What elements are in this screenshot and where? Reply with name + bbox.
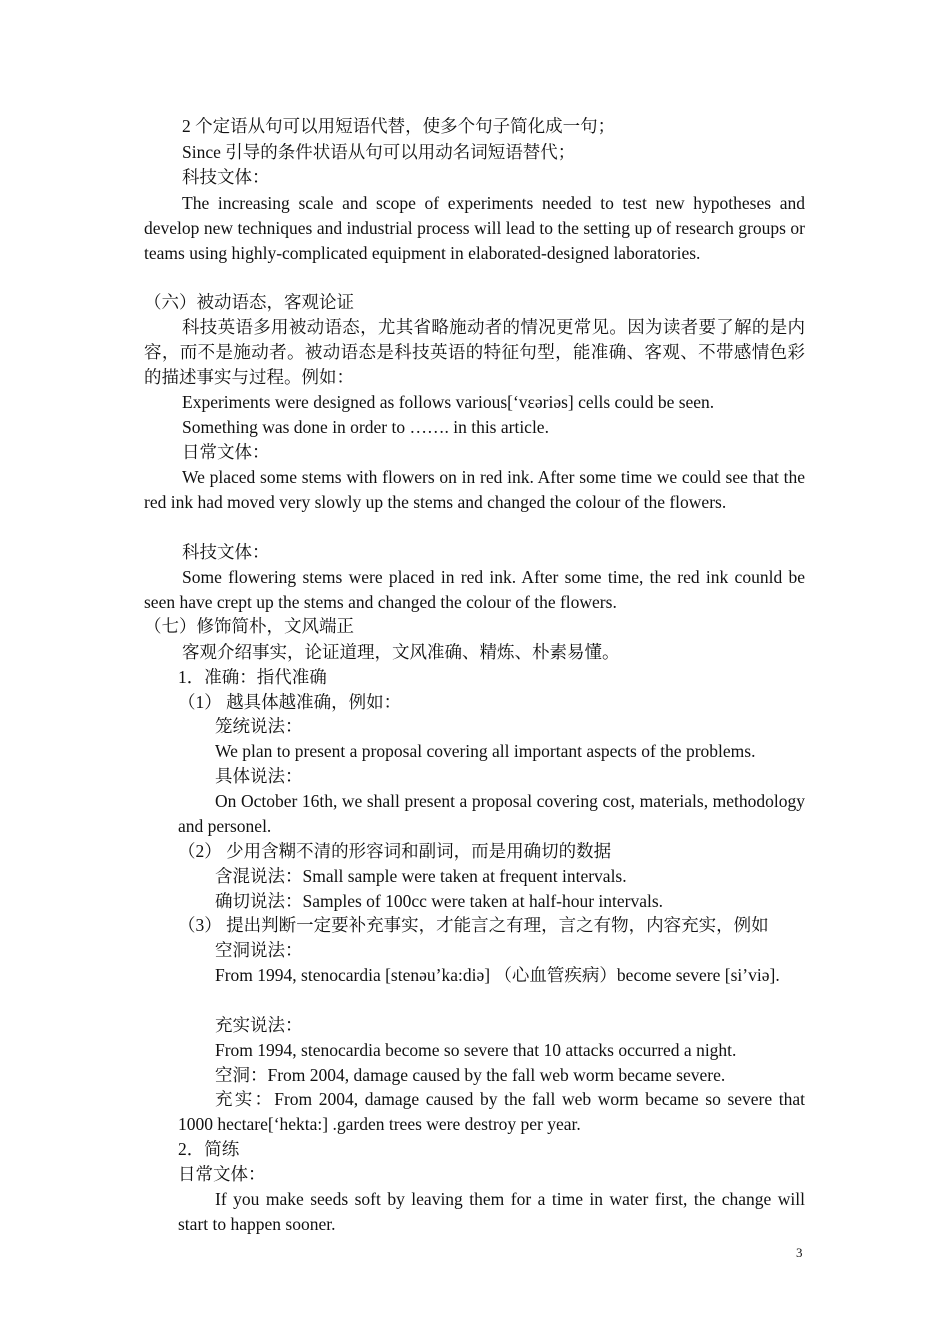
example-sentence: 空洞：From 2004, damage caused by the fall web worm became severe.: [215, 1065, 726, 1085]
example-paragraph: If you make seeds soft by leaving them for a time in water first, the change will start to happen sooner.: [178, 1189, 805, 1234]
text-line: 客观介绍事实，论证道理，文风准确、精炼、朴素易懂。: [182, 642, 620, 662]
example-sentence: From 1994, stenocardia become so severe that 10 attacks occurred a night.: [215, 1040, 737, 1060]
text-label: 充实说法：: [215, 1015, 303, 1035]
list-item: （3） 提出判断一定要补充事实，才能言之有理，言之有物，内容充实，例如: [178, 915, 769, 935]
example-paragraph: From 1994, stenocardia [stenəu’ka:diə] （心血管疾病）become severe [si’viə].: [215, 965, 780, 985]
example-paragraph: We placed some stems with flowers on in red ink. After some time we could see that the red ink had moved very slowly up the stems and changed the colour of the flowers.: [144, 467, 805, 512]
text-label: 科技文体：: [182, 167, 270, 187]
subsection-heading: 2．简练: [178, 1139, 240, 1159]
section-heading: （六）被动语态，客观论证: [144, 292, 354, 312]
text-label: 笼统说法：: [215, 716, 303, 736]
text-line: 2 个定语从句可以用短语代替，使多个句子简化成一句；: [182, 116, 616, 136]
example-sentence: Something was done in order to ……. in this article.: [182, 417, 549, 437]
section-heading: （七）修饰简朴，文风端正: [144, 616, 354, 636]
text-label: 科技文体：: [182, 542, 270, 562]
subsection-heading: 1．准确：指代准确: [178, 667, 327, 687]
text-label: 日常文体：: [182, 442, 270, 462]
body-paragraph: 科技英语多用被动语态，尤其省略施动者的情况更常见。因为读者要了解的是内容，而不是施动者。被动语态是科技英语的特征句型，能准确、客观、不带感情色彩的描述事实与过程。例如：: [144, 317, 805, 387]
text-label: 空洞说法：: [215, 940, 303, 960]
list-item: （1） 越具体越准确，例如：: [178, 692, 402, 712]
example-sentence: 确切说法：Samples of 100cc were taken at half-hour intervals.: [215, 891, 664, 911]
text-label: 日常文体：: [178, 1164, 266, 1184]
example-paragraph: The increasing scale and scope of experiments needed to test new hypotheses and develop new techniques and industrial process will lead to the setting up of research groups or teams using highly-complicated equipment in elaborated-designed laboratories.: [144, 193, 805, 263]
example-sentence: We plan to present a proposal covering all important aspects of the problems.: [215, 741, 756, 761]
example-paragraph: On October 16th, we shall present a proposal covering cost, materials, methodology and personel.: [178, 791, 805, 836]
list-item: （2） 少用含糊不清的形容词和副词，而是用确切的数据: [178, 841, 612, 861]
text-label: 具体说法：: [215, 766, 303, 786]
example-paragraph: Some flowering stems were placed in red ink. After some time, the red ink counld be seen have crept up the stems and changed the colour of the flowers.: [144, 567, 805, 612]
example-sentence: 含混说法：Small sample were taken at frequent intervals.: [215, 866, 627, 886]
page-number: 3: [796, 1245, 803, 1260]
text-line: Since 引导的条件状语从句可以用动名词短语替代；: [182, 142, 576, 162]
example-paragraph: 充实：From 2004, damage caused by the fall web worm became so severe that 1000 hectare[‘hekta:] .garden trees were destroy per year.: [178, 1089, 805, 1134]
example-sentence: Experiments were designed as follows various[‘vɛəriəs] cells could be seen.: [182, 392, 715, 412]
